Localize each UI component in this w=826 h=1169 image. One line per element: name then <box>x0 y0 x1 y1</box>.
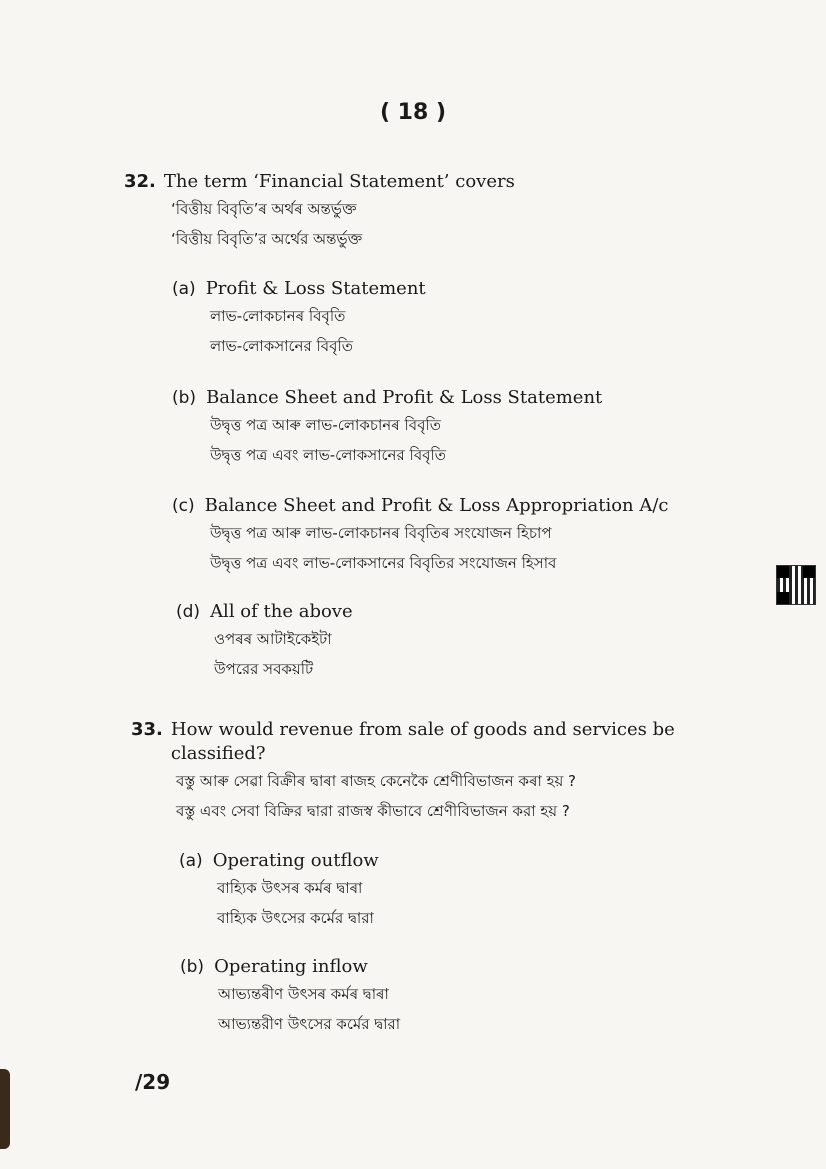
option-assamese: উদ্বৃত্ত পত্ৰ আৰু লাভ-লোকচানৰ বিবৃতিৰ সংযোজন হিচাপ <box>210 524 552 542</box>
option-text: Operating inflow <box>214 956 368 977</box>
option-bengali: উপরের সবকয়টি <box>214 660 314 678</box>
option-bengali: উদ্বৃত্ত পত্র এবং লাভ-লোকসানের বিবৃতি <box>210 446 447 464</box>
option-33a <box>179 849 699 933</box>
option-letter: (a) <box>172 279 196 299</box>
question-text: How would revenue from sale of goods and services be classified? <box>170 719 675 764</box>
question-bengali: ‘বিত্তীয় বিবৃতি’র অর্থের অন্তর্ভুক্ত <box>171 230 363 248</box>
question-assamese: বস্তু আৰু সেৱা বিক্ৰীৰ দ্বাৰা ৰাজহ কেনেকৈ শ্ৰেণীবিভাজন কৰা হয় ? <box>176 772 577 790</box>
option-assamese: আভ্যন্তৰীণ উৎসৰ কৰ্মৰ দ্বাৰা <box>218 985 389 1003</box>
binding-edge <box>0 1069 10 1149</box>
option-text: Operating outflow <box>212 850 379 871</box>
question-assamese: ‘বিত্তীয় বিবৃতি’ৰ অৰ্থৰ অন্তৰ্ভুক্ত <box>171 200 357 218</box>
question-text: The term ‘Financial Statement’ covers <box>163 171 515 192</box>
option-letter: (d) <box>176 602 201 622</box>
option-32b <box>172 386 772 470</box>
option-assamese: লাভ-লোকচানৰ বিবৃতি <box>210 307 346 325</box>
option-bengali: লাভ-লোকসানের বিবৃতি <box>210 337 354 355</box>
option-assamese: উদ্বৃত্ত পত্ৰ আৰু লাভ-লোকচানৰ বিবৃতি <box>210 416 441 434</box>
option-bengali: বাহ্যিক উৎসের কর্মের দ্বারা <box>217 909 374 927</box>
option-text: All of the above <box>210 601 353 622</box>
option-32c <box>172 494 772 578</box>
option-letter: (c) <box>172 496 195 516</box>
option-assamese: বাহ্যিক উৎসৰ কৰ্মৰ দ্বাৰা <box>217 879 363 897</box>
option-letter: (b) <box>180 957 205 977</box>
option-text: Balance Sheet and Profit & Loss Statement <box>206 387 603 408</box>
option-text: Balance Sheet and Profit & Loss Appropriation A/c <box>204 495 669 516</box>
option-letter: (a) <box>179 851 203 871</box>
option-assamese: ওপৰৰ আটাইকেইটা <box>214 630 332 648</box>
option-bengali: আভ্যন্তরীণ উৎসের কর্মের দ্বারা <box>218 1015 401 1033</box>
option-33b <box>180 955 700 1039</box>
option-letter: (b) <box>172 388 197 408</box>
qr-code-icon <box>776 565 816 605</box>
paper-code: /29 <box>135 1070 171 1094</box>
option-bengali: উদ্বৃত্ত পত্র এবং লাভ-লোকসানের বিবৃতির সংযোজন হিসাব <box>210 554 557 572</box>
option-32a <box>172 277 752 361</box>
question-33 <box>131 718 771 826</box>
question-bengali: বস্তু এবং সেবা বিক্রির দ্বারা রাজস্ব কীভাবে শ্রেণীবিভাজন করা হয় ? <box>176 802 570 820</box>
question-number: 32. <box>124 171 156 192</box>
question-32 <box>124 170 764 254</box>
option-32d <box>176 600 696 684</box>
option-text: Profit & Loss Statement <box>205 278 426 299</box>
question-number: 33. <box>131 719 163 740</box>
page-number: ( 18 ) <box>379 100 447 125</box>
